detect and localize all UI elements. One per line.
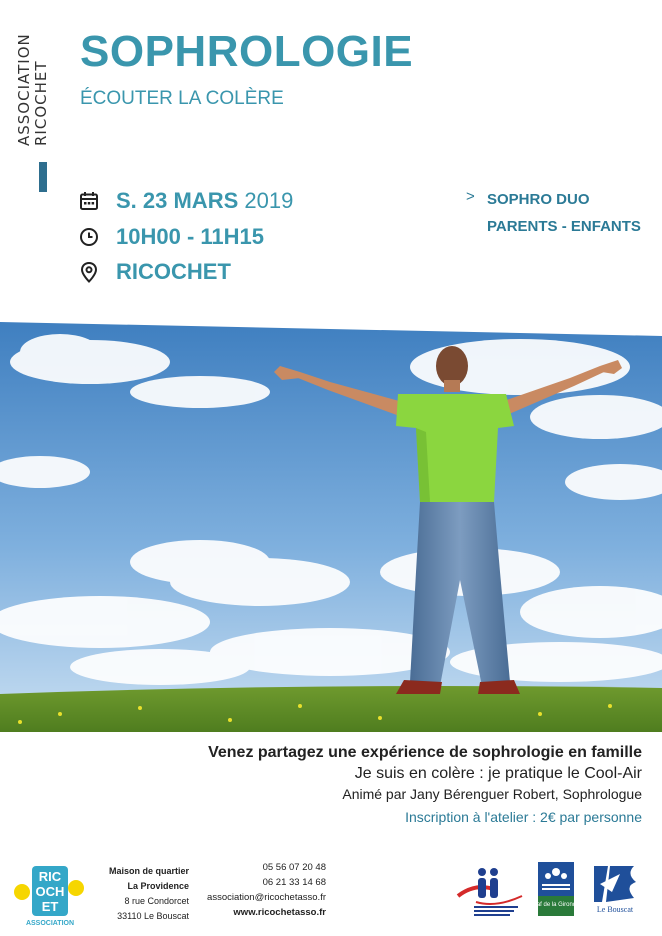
- organization-side-label: [16, 28, 54, 146]
- facilitator-text: Animé par Jany Bérenguer Robert, Sophrologue: [342, 786, 642, 802]
- footer: [0, 856, 662, 936]
- theme-text: Je suis en colère : je pratique le Cool-Air: [354, 765, 642, 782]
- org-line-ricochet: RICOCHET: [32, 60, 50, 146]
- page-subtitle: ÉCOUTER LA COLÈRE: [80, 88, 284, 109]
- session-line-2: PARENTS - ENFANTS: [487, 218, 641, 235]
- address-title-1: Maison de quartier: [108, 866, 189, 876]
- reaap-partner-logo: [456, 862, 524, 918]
- phone-1: 05 56 07 20 48: [262, 862, 326, 873]
- phone-2: 06 21 33 14 68: [262, 877, 326, 888]
- session-line-1: SOPHRO DUO: [487, 191, 590, 208]
- clock-icon: [78, 226, 100, 248]
- event-time-row: [78, 224, 264, 250]
- description-block: [22, 742, 642, 830]
- address-title-2: La Providence: [127, 881, 189, 891]
- ricochet-logo: [14, 864, 86, 928]
- address-street: 8 rue Condorcet: [124, 896, 189, 906]
- contact-block: [196, 860, 326, 920]
- le-bouscat-partner-logo: [590, 862, 640, 920]
- caf-text: Caf de la Gironde: [532, 902, 580, 908]
- registration-text: Inscription à l'atelier : 2€ par personne: [405, 809, 642, 825]
- calendar-icon: [78, 190, 100, 212]
- email-link[interactable]: association@ricochetasso.fr: [207, 892, 326, 903]
- event-time: 10H00 - 11H15: [116, 224, 264, 249]
- logo-text-3: ET: [41, 899, 59, 914]
- hero-photo: [0, 322, 662, 732]
- website-link[interactable]: www.ricochetasso.fr: [233, 907, 326, 918]
- event-date: [116, 188, 293, 214]
- event-date-year: 2019: [238, 188, 294, 213]
- logo-text-2: OCH: [35, 884, 65, 899]
- logo-text-1: RIC: [38, 869, 62, 884]
- logo-assoc-text: ASSOCIATION: [25, 920, 75, 927]
- accent-bar: [39, 162, 47, 192]
- caf-partner-logo: [532, 862, 580, 916]
- org-line-association: ASSOCIATION: [15, 33, 33, 146]
- address-block: [92, 864, 189, 924]
- event-date-main: S. 23 MARS: [116, 188, 239, 213]
- organization-name-vertical: [16, 28, 50, 146]
- address-city: 33110 Le Bouscat: [117, 911, 189, 921]
- page-title: SOPHROLOGIE: [80, 27, 414, 76]
- bouscat-text: Le Bouscat: [596, 905, 634, 914]
- session-type: [466, 186, 656, 240]
- event-date-row: [78, 188, 293, 214]
- event-place: RICOCHET: [116, 259, 231, 284]
- grass-field: [0, 686, 662, 732]
- location-pin-icon: [78, 261, 100, 283]
- chevron-right-icon: >: [466, 188, 475, 205]
- headline-text: Venez partagez une expérience de sophrologie en famille: [208, 744, 642, 761]
- event-place-row: [78, 259, 231, 285]
